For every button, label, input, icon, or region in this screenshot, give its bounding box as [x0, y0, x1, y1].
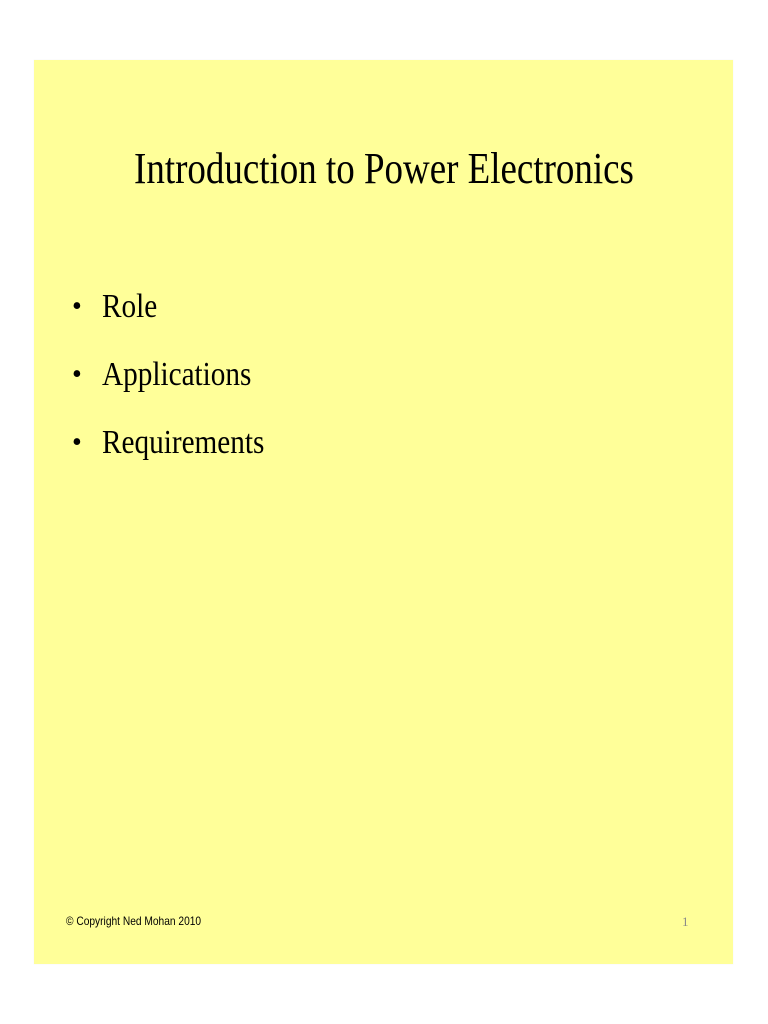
page-number: 1: [682, 914, 689, 929]
slide: [34, 60, 733, 964]
bullet-label: Requirements: [102, 424, 265, 461]
bullet-dot: •: [72, 291, 82, 322]
bullet-dot: •: [72, 427, 82, 458]
bullet-label: Applications: [102, 356, 252, 393]
slide-title: Introduction to Power Electronics: [134, 144, 634, 193]
bullet-label: Role: [102, 288, 158, 325]
bullet-dot: •: [72, 359, 82, 390]
copyright-footer: © Copyright Ned Mohan 2010: [66, 914, 202, 928]
